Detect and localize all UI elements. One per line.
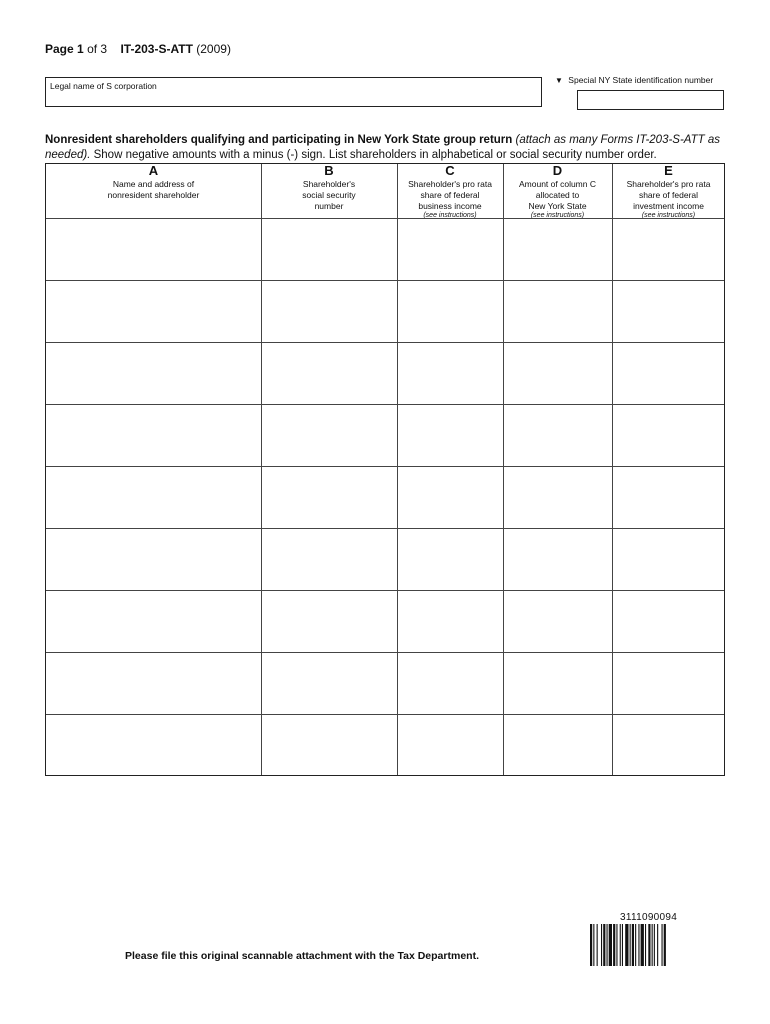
table-cell-d[interactable]	[505, 220, 610, 278]
table-cell-a[interactable]	[48, 530, 259, 588]
barcode-bar	[657, 924, 658, 966]
column-letter: D	[552, 163, 563, 178]
table-cell-b[interactable]	[263, 406, 395, 464]
table-cell-b[interactable]	[263, 530, 395, 588]
column-header-b	[261, 164, 397, 211]
table-cell-e[interactable]	[614, 592, 723, 650]
table-cell-d[interactable]	[505, 592, 610, 650]
column-desc-line: New York State	[528, 201, 587, 211]
table-cell-a[interactable]	[48, 220, 259, 278]
table-cell-e[interactable]	[614, 220, 723, 278]
column-header-e	[612, 164, 725, 220]
column-divider	[612, 164, 613, 775]
table-cell-e[interactable]	[614, 468, 723, 526]
down-triangle-icon: ▼	[555, 76, 563, 85]
column-desc-line: Shareholder's pro rata	[626, 179, 711, 189]
table-cell-b[interactable]	[263, 220, 395, 278]
legal-name-label: Legal name of S corporation	[50, 81, 157, 91]
header-divider	[46, 218, 724, 219]
table-cell-c[interactable]	[399, 344, 501, 402]
column-divider	[261, 164, 262, 775]
table-cell-c[interactable]	[399, 282, 501, 340]
table-cell-b[interactable]	[263, 716, 395, 774]
instructions-bold: Nonresident shareholders qualifying and participating in New York State group return	[45, 134, 513, 146]
barcode-bar	[654, 924, 655, 966]
column-letter: A	[148, 163, 159, 178]
barcode-bar	[597, 924, 598, 966]
of-word: of	[87, 42, 98, 56]
table-cell-e[interactable]	[614, 406, 723, 464]
table-cell-b[interactable]	[263, 592, 395, 650]
shareholder-table	[45, 163, 725, 776]
column-letter: B	[324, 163, 334, 178]
barcode-bar	[641, 924, 644, 966]
table-cell-b[interactable]	[263, 344, 395, 402]
table-cell-a[interactable]	[48, 592, 259, 650]
column-desc-line: share of federal	[420, 190, 480, 200]
table-cell-a[interactable]	[48, 468, 259, 526]
row-divider	[46, 590, 724, 591]
table-cell-d[interactable]	[505, 468, 610, 526]
barcode-bar	[601, 924, 602, 966]
table-cell-e[interactable]	[614, 654, 723, 712]
legal-name-field[interactable]	[45, 77, 542, 107]
table-cell-c[interactable]	[399, 406, 501, 464]
table-cell-c[interactable]	[399, 592, 501, 650]
row-divider	[46, 404, 724, 405]
special-id-label: Special NY State identification number	[568, 75, 714, 85]
barcode-bar	[590, 924, 592, 966]
barcode-bar	[645, 924, 646, 966]
barcode-bar	[632, 924, 634, 966]
column-desc-line: business income	[418, 201, 482, 211]
row-divider	[46, 528, 724, 529]
column-header-a	[46, 164, 261, 200]
special-id-label-row	[555, 75, 713, 85]
table-cell-c[interactable]	[399, 468, 501, 526]
row-divider	[46, 466, 724, 467]
barcode-bar	[593, 924, 594, 966]
instructions-text	[45, 133, 735, 163]
table-cell-b[interactable]	[263, 282, 395, 340]
row-divider	[46, 652, 724, 653]
barcode-bar	[648, 924, 650, 966]
instructions-plain: Show negative amounts with a minus (-) sign. List shareholders in alphabetical or social security number order.	[90, 149, 657, 161]
barcode-bar	[638, 924, 639, 966]
table-cell-d[interactable]	[505, 344, 610, 402]
table-cell-e[interactable]	[614, 282, 723, 340]
table-cell-b[interactable]	[263, 654, 395, 712]
column-desc-line: social security	[302, 190, 356, 200]
column-letter: E	[664, 163, 673, 178]
barcode-bar	[616, 924, 617, 966]
table-cell-d[interactable]	[505, 282, 610, 340]
barcode-bar	[609, 924, 612, 966]
column-desc-line: investment income	[633, 201, 704, 211]
column-desc-line: Shareholder's	[302, 179, 356, 189]
form-id: IT-203-S-ATT	[120, 42, 193, 56]
column-divider	[397, 164, 398, 775]
page-total: 3	[100, 42, 108, 56]
column-note: (see instructions)	[641, 212, 696, 219]
row-divider	[46, 714, 724, 715]
barcode-bar	[625, 924, 628, 966]
table-cell-e[interactable]	[614, 530, 723, 588]
table-cell-d[interactable]	[505, 716, 610, 774]
page-word: Page	[45, 42, 74, 56]
table-cell-d[interactable]	[505, 654, 610, 712]
barcode-bar	[635, 924, 636, 966]
special-id-field[interactable]	[577, 90, 724, 110]
barcode-bar	[664, 924, 666, 966]
column-header-c	[397, 164, 503, 220]
column-desc-line: number	[314, 201, 344, 211]
barcode-bar	[603, 924, 605, 966]
barcode-bar	[622, 924, 623, 966]
page-number: 1	[77, 42, 84, 56]
table-cell-b[interactable]	[263, 468, 395, 526]
table-cell-a[interactable]	[48, 282, 259, 340]
page-indicator	[45, 42, 231, 56]
footer-note: Please file this original scannable attachment with the Tax Department.	[125, 950, 479, 962]
barcode-icon	[590, 924, 700, 966]
barcode-bar	[652, 924, 653, 966]
column-desc-line: share of federal	[638, 190, 699, 200]
table-cell-a[interactable]	[48, 406, 259, 464]
table-cell-c[interactable]	[399, 716, 501, 774]
table-cell-a[interactable]	[48, 654, 259, 712]
table-cell-e[interactable]	[614, 716, 723, 774]
column-desc-line: allocated to	[535, 190, 580, 200]
column-note: (see instructions)	[423, 212, 477, 219]
barcode-bar	[620, 924, 621, 966]
table-cell-c[interactable]	[399, 530, 501, 588]
barcode-number: 3111090094	[620, 912, 678, 923]
column-letter: C	[445, 163, 455, 178]
column-divider	[503, 164, 504, 775]
column-desc-line: Amount of column C	[518, 179, 596, 189]
barcode-bar	[630, 924, 631, 966]
column-desc-line: Name and address of	[112, 179, 195, 189]
column-note: (see instructions)	[530, 212, 585, 219]
instructions-italic: (attach as many Forms IT-203-S-ATT as needed).	[45, 134, 721, 161]
column-desc-line: nonresident shareholder	[107, 190, 200, 200]
row-divider	[46, 280, 724, 281]
table-cell-a[interactable]	[48, 344, 259, 402]
table-cell-c[interactable]	[399, 220, 501, 278]
barcode-bar	[607, 924, 608, 966]
table-cell-a[interactable]	[48, 716, 259, 774]
barcode-bar	[613, 924, 615, 966]
column-desc-line: Shareholder's pro rata	[408, 179, 492, 189]
barcode-bar	[662, 924, 663, 966]
form-year: (2009)	[196, 42, 231, 56]
column-header-d	[503, 164, 612, 220]
table-cell-d[interactable]	[505, 530, 610, 588]
table-cell-d[interactable]	[505, 406, 610, 464]
row-divider	[46, 342, 724, 343]
table-cell-e[interactable]	[614, 344, 723, 402]
table-cell-c[interactable]	[399, 654, 501, 712]
